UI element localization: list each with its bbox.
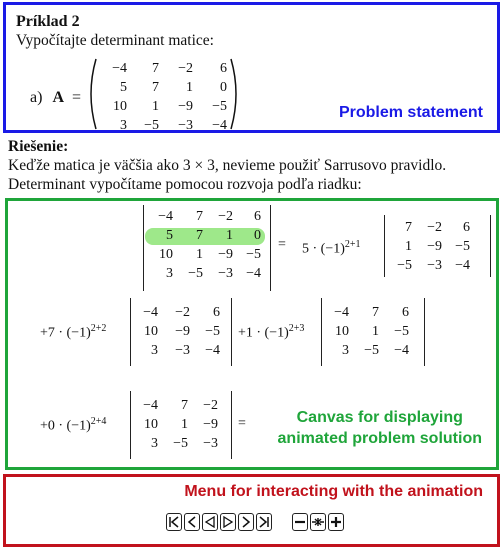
menu-caption: Menu for interacting with the animation: [184, 483, 483, 500]
main-determinant-cell: 6: [254, 209, 261, 224]
minor2-cell: 3: [151, 343, 158, 358]
minor3-cell: 7: [372, 305, 379, 320]
step-forward-icon: [240, 516, 252, 528]
problem-matrix-cell: 10: [113, 99, 127, 114]
step-forward-button[interactable]: [238, 513, 254, 531]
problem-matrix-cell: −9: [178, 99, 193, 114]
main-determinant-cell: −3: [218, 266, 233, 281]
minor3-bar-left: [321, 298, 322, 366]
minor4-cell: −4: [143, 398, 158, 413]
minor1-bar-right: [490, 215, 491, 277]
last-step-icon: [258, 516, 270, 528]
term3-coef: [238, 323, 304, 342]
matrix-name: A: [52, 89, 64, 106]
problem-text: Vypočítajte determinant matice:: [16, 32, 214, 49]
problem-matrix-cell: 1: [186, 80, 193, 95]
minor1: [388, 218, 474, 275]
minor4-cell: −5: [173, 436, 188, 451]
item-label: a): [30, 89, 43, 106]
minor4-cell: 7: [181, 398, 188, 413]
main-determinant-cell: 3: [166, 266, 173, 281]
minor2-cell: −4: [205, 343, 220, 358]
minor1-cell: −9: [427, 239, 442, 254]
minor2-cell: −3: [175, 343, 190, 358]
problem-matrix-cell: 5: [120, 80, 127, 95]
minor3-bar-right: [424, 298, 425, 366]
step-back-icon: [186, 516, 198, 528]
zoom-in-button[interactable]: [328, 513, 344, 531]
minor3-cell: 1: [372, 324, 379, 339]
minor2: [134, 303, 224, 360]
main-determinant-cell: −4: [158, 209, 173, 224]
minor4-cell: 1: [181, 417, 188, 432]
zoom-out-button[interactable]: [292, 513, 308, 531]
minor2-cell: −2: [175, 305, 190, 320]
term2-exponent: 2+2: [90, 323, 107, 334]
problem-matrix-cell: −4: [112, 61, 127, 76]
canvas-caption-line1: Canvas for displaying: [296, 409, 463, 426]
minor4-cell: 10: [144, 417, 158, 432]
minor1-bar-left: [384, 215, 385, 277]
minor1-cell: −5: [455, 239, 470, 254]
problem-matrix-cell: −2: [178, 61, 193, 76]
minor4-bar-left: [130, 391, 131, 459]
animation-canvas: [5, 198, 499, 470]
last-step-button[interactable]: [256, 513, 272, 531]
minor1-cell: 7: [405, 220, 412, 235]
minor2-cell: −5: [205, 324, 220, 339]
main-determinant-cell: 1: [196, 247, 203, 262]
det-bar-right: [270, 205, 271, 291]
problem-matrix-cell: −3: [178, 118, 193, 133]
fit-button[interactable]: [310, 513, 326, 531]
problem-statement-panel: [3, 2, 500, 133]
minor3-cell: −5: [394, 324, 409, 339]
term2-coef: [40, 323, 106, 342]
minor2-cell: −4: [143, 305, 158, 320]
first-step-icon: [168, 516, 180, 528]
minor4-cell: −2: [203, 398, 218, 413]
main-determinant-cell: −2: [218, 209, 233, 224]
main-determinant-cell: 7: [196, 209, 203, 224]
problem-matrix-cell: −4: [212, 118, 227, 133]
term4-coef: [40, 416, 106, 435]
trailing-equals: =: [238, 416, 246, 431]
equals-sign: =: [72, 89, 82, 106]
minor4-bar-right: [231, 391, 232, 459]
main-determinant-cell: 5: [166, 228, 173, 243]
minor1-cell: 1: [405, 239, 412, 254]
problem-matrix-cell: 3: [120, 118, 127, 133]
play-backward-button[interactable]: [202, 513, 218, 531]
minor1-cell: 6: [463, 220, 470, 235]
solution-heading: Riešenie:: [8, 138, 69, 155]
minor2-bar-left: [130, 298, 131, 366]
main-determinant: [147, 207, 265, 283]
minor1-cell: −2: [427, 220, 442, 235]
fit-icon: [312, 516, 324, 528]
play-backward-icon: [204, 516, 216, 528]
zoom-out-icon: [294, 516, 306, 528]
problem-matrix-cell: 0: [220, 80, 227, 95]
play-forward-button[interactable]: [220, 513, 236, 531]
main-determinant-cell: −5: [246, 247, 261, 262]
main-determinant-cell: −9: [218, 247, 233, 262]
minor4: [134, 396, 222, 453]
step-back-button[interactable]: [184, 513, 200, 531]
minor1-cell: −5: [397, 258, 412, 273]
problem-matrix-cell: −5: [144, 118, 159, 133]
minor3-cell: −5: [364, 343, 379, 358]
problem-matrix-cell: 6: [220, 61, 227, 76]
problem-matrix-cell: 1: [152, 99, 159, 114]
minor3: [325, 303, 413, 360]
minor3-cell: 10: [335, 324, 349, 339]
problem-matrix-cell: −5: [212, 99, 227, 114]
minor4-cell: −9: [203, 417, 218, 432]
minor3-cell: −4: [334, 305, 349, 320]
minor3-cell: −4: [394, 343, 409, 358]
zoom-in-icon: [330, 516, 342, 528]
term1-prefix: 5 · (−1): [302, 241, 345, 257]
term1-coef: [302, 239, 361, 258]
main-determinant-cell: −5: [188, 266, 203, 281]
play-forward-icon: [222, 516, 234, 528]
problem-matrix-cell: 7: [152, 80, 159, 95]
term4-prefix: +0 · (−1): [40, 418, 91, 434]
right-paren: [228, 57, 242, 131]
problem-title: Príklad 2: [16, 13, 80, 30]
main-determinant-cell: −4: [246, 266, 261, 281]
minor4-cell: 3: [151, 436, 158, 451]
animation-menu: [3, 474, 500, 547]
matrix-label: [30, 89, 81, 107]
term4-exponent: 2+4: [90, 416, 107, 427]
problem-matrix-cell: 7: [152, 61, 159, 76]
first-step-button[interactable]: [166, 513, 182, 531]
main-determinant-cell: 1: [226, 228, 233, 243]
problem-caption: Problem statement: [338, 104, 483, 121]
term3-exponent: 2+3: [288, 323, 305, 334]
term1-exponent: 2+1: [344, 239, 361, 250]
minor1-cell: −4: [455, 258, 470, 273]
minor2-bar-right: [231, 298, 232, 366]
canvas-caption: [278, 407, 482, 449]
equals-sign: =: [278, 237, 286, 252]
minor1-cell: −3: [427, 258, 442, 273]
minor2-cell: 10: [144, 324, 158, 339]
term2-prefix: +7 · (−1): [40, 325, 91, 341]
problem-matrix: [97, 59, 231, 135]
term3-prefix: +1 · (−1): [238, 325, 289, 341]
minor2-cell: 6: [213, 305, 220, 320]
minor2-cell: −9: [175, 324, 190, 339]
main-determinant-cell: 10: [159, 247, 173, 262]
solution-text: Keďže matica je väčšia ako 3 × 3, nevieme použiť Sarrusovo pravidlo. Determinant vypočítame pomocou rozvoja podľa riadku:: [8, 157, 447, 193]
minor3-cell: 3: [342, 343, 349, 358]
canvas-caption-line2: animated problem solution: [277, 430, 482, 447]
main-determinant-cell: 7: [196, 228, 203, 243]
minor3-cell: 6: [402, 305, 409, 320]
det-bar-left: [143, 205, 144, 291]
minor4-cell: −3: [203, 436, 218, 451]
main-determinant-cell: 0: [254, 228, 261, 243]
